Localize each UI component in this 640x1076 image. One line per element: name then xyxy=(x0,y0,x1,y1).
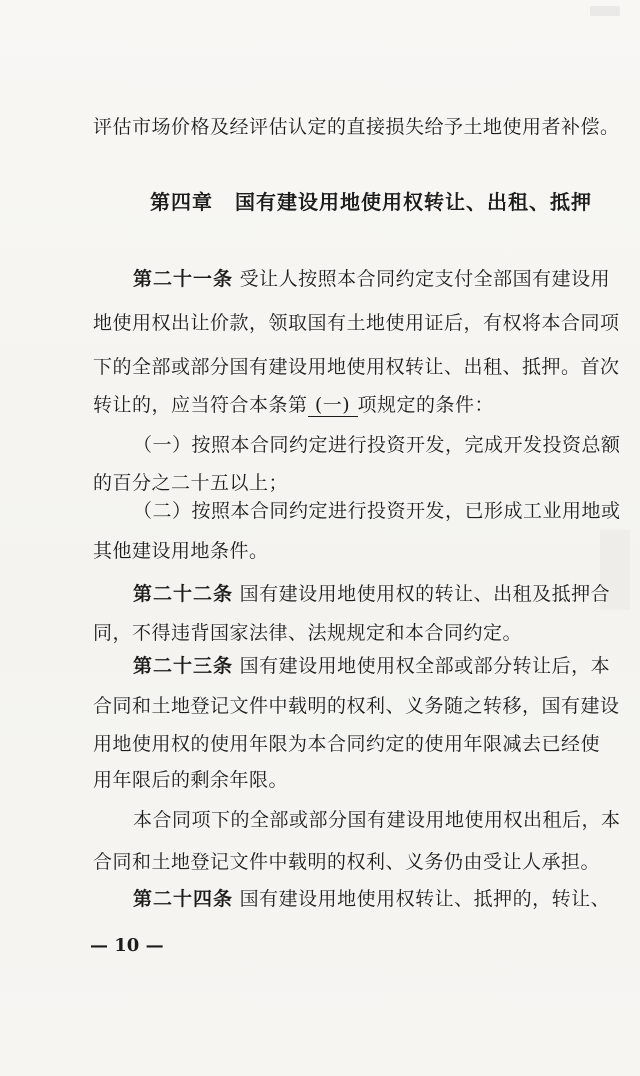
article-text: 国有建设用地使用权全部或部分转让后，本 xyxy=(239,655,611,677)
text-line: 合同和土地登记文件中载明的权利、义务随之转移，国有建设 xyxy=(93,695,620,717)
article-text: 国有建设用地使用权转让、抵押的，转让、 xyxy=(239,888,611,910)
article-21-line xyxy=(93,392,613,418)
article-22-line xyxy=(133,581,613,607)
text-line: 下的全部或部分国有建设用地使用权转让、出租、抵押。首次 xyxy=(93,356,620,378)
chapter-title: 国有建设用地使用权转让、出租、抵押 xyxy=(235,190,592,214)
text-line: 用年限后的剩余年限。 xyxy=(93,769,289,791)
text-line: 评估市场价格及经评估认定的直接损失给予土地使用者补偿。 xyxy=(93,116,620,138)
page-number: — 10 — xyxy=(90,935,164,956)
text-line: 地使用权出让价款，领取国有土地使用证后，有权将本合同项 xyxy=(93,312,620,334)
article-23-line xyxy=(133,653,613,679)
scan-artifact xyxy=(590,6,620,16)
article-text: 国有建设用地使用权的转让、出租及抵押合 xyxy=(239,583,611,605)
article-label: 第二十二条 xyxy=(133,583,234,605)
text-line: 用地使用权的使用年限为本合同约定的使用年限减去已经使 xyxy=(93,733,601,755)
text-line: 本合同项下的全部或部分国有建设用地使用权出租后，本 xyxy=(133,809,621,831)
text-line: 其他建设用地条件。 xyxy=(93,540,269,562)
article-24-line xyxy=(133,886,613,912)
text-line: 的百分之二十五以上； xyxy=(93,472,289,494)
text-fragment: 转让的，应当符合本条第 xyxy=(93,394,308,416)
chapter-number: 第四章 xyxy=(150,190,213,214)
article-21-line xyxy=(133,266,613,292)
chapter-heading xyxy=(150,188,592,216)
article-label: 第二十四条 xyxy=(133,888,234,910)
text-line: 同，不得违背国家法律、法规规定和本合同约定。 xyxy=(93,622,523,644)
article-text: 受让人按照本合同约定支付全部国有建设用 xyxy=(239,268,611,290)
text-line: （一）按照本合同约定进行投资开发，完成开发投资总额 xyxy=(133,434,621,456)
filled-blank: (一) xyxy=(308,394,358,417)
article-label: 第二十一条 xyxy=(133,268,234,290)
article-label: 第二十三条 xyxy=(133,655,234,677)
text-line: （二）按照本合同约定进行投资开发，已形成工业用地或 xyxy=(133,500,621,522)
text-fragment: 项规定的条件： xyxy=(357,394,495,416)
text-line: 合同和土地登记文件中载明的权利、义务仍由受让人承担。 xyxy=(93,851,601,873)
